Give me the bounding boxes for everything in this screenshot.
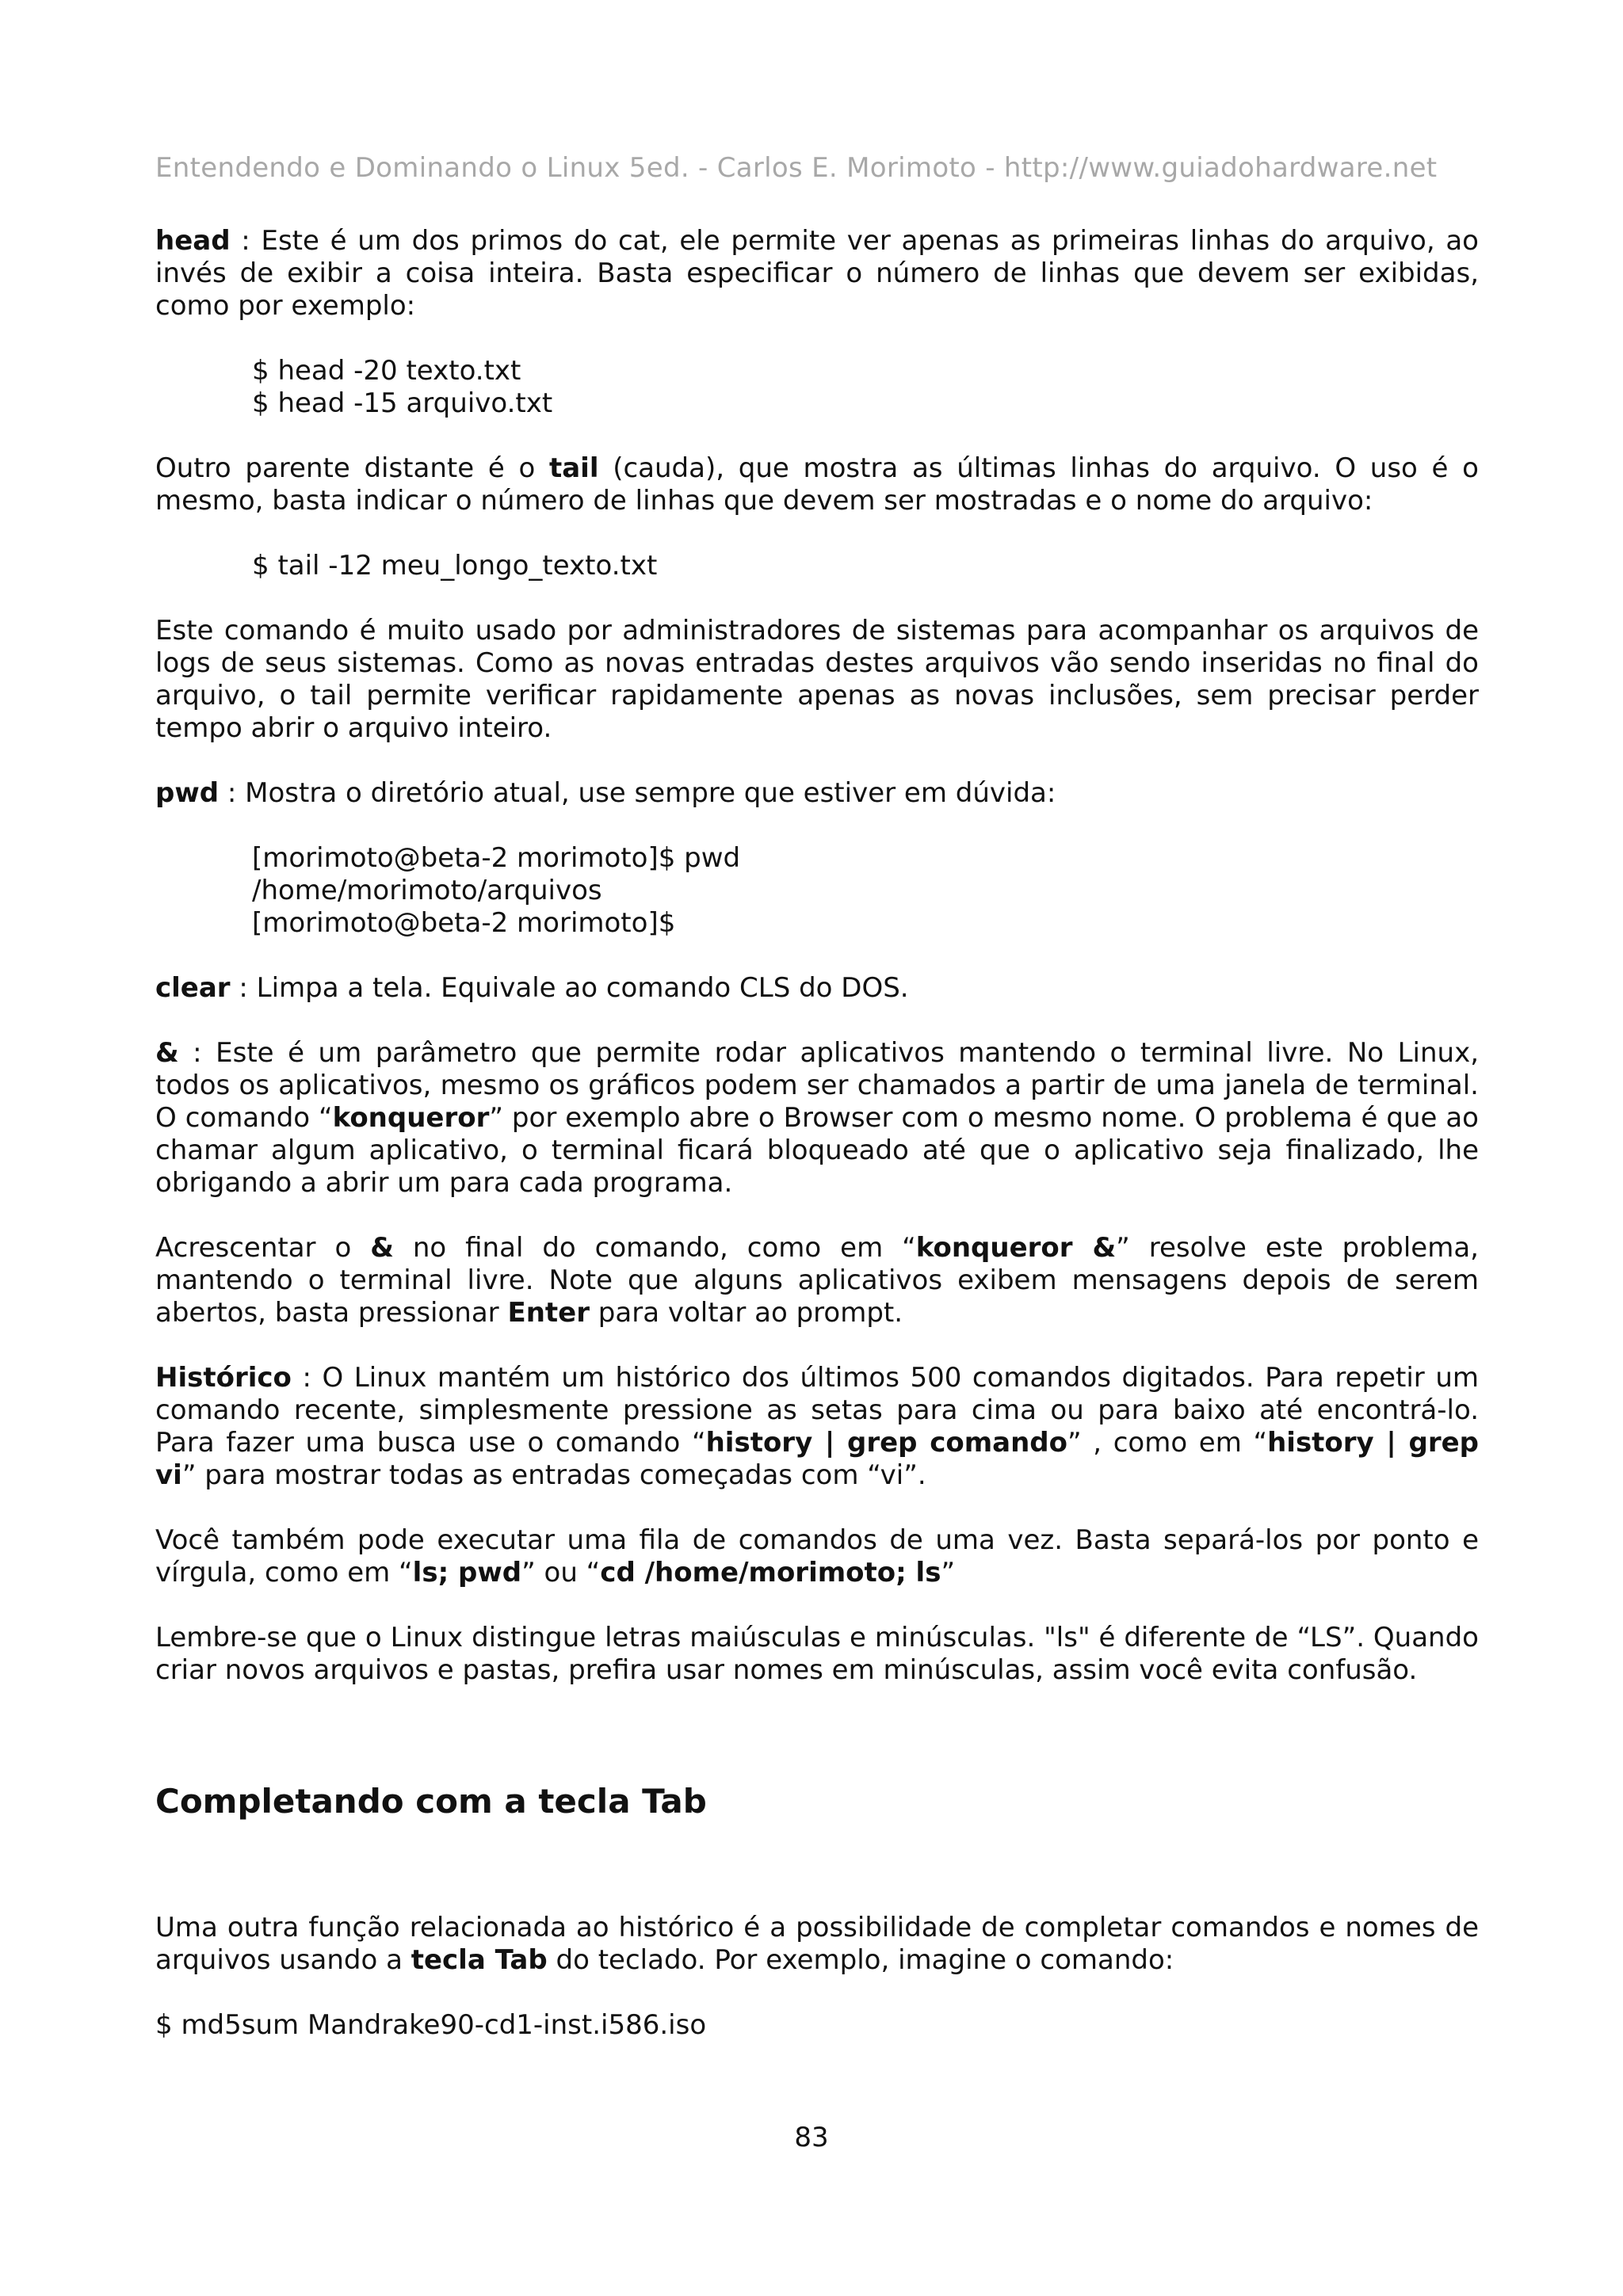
paragraph-head: head : Este é um dos primos do cat, ele permite ver apenas as primeiras linhas do arquivo, ao invés de exibir a coisa inteira. Basta especificar o número de linhas que devem ser exibidas, como por exemplo: bbox=[155, 225, 1479, 322]
paragraph-tail: Outro parente distante é o tail (cauda), que mostra as últimas linhas do arquivo. O uso é o mesmo, basta indicar o número de linhas que devem ser mostradas e o nome do arquivo: bbox=[155, 452, 1479, 517]
running-header: Entendendo e Dominando o Linux 5ed. - Carlos E. Morimoto - http://www.guiadohardware.net bbox=[155, 152, 1438, 184]
code-line: /home/morimoto/arquivos bbox=[252, 875, 602, 906]
term-head: head bbox=[155, 225, 231, 257]
code-line-md5sum: $ md5sum Mandrake90-cd1-inst.i586.iso bbox=[155, 2009, 707, 2041]
code-line: $ tail -12 meu_longo_texto.txt bbox=[252, 550, 658, 582]
code-line: $ head -15 arquivo.txt bbox=[252, 387, 553, 419]
paragraph-tail-usage: Este comando é muito usado por administradores de sistemas para acompanhar os arquivos de logs de seus sistemas. Como as novas entradas destes arquivos vão sendo inseridas no final do arquivo, o tail permite verificar rapidamente apenas as novas inclusões, sem precisar perder tempo abrir o arquivo inteiro. bbox=[155, 615, 1479, 744]
paragraph-tab-completion: Uma outra função relacionada ao histórico é a possibilidade de completar comandos e nomes de arquivos usando a tecla Tab do teclado. Por exemplo, imagine o comando: bbox=[155, 1912, 1479, 1976]
code-block-tail bbox=[155, 550, 1479, 582]
paragraph-clear: clear : Limpa a tela. Equivale ao comando CLS do DOS. bbox=[155, 972, 909, 1004]
code-line: $ head -20 texto.txt bbox=[252, 355, 521, 387]
term-tail: tail bbox=[548, 452, 599, 484]
paragraph-ampersand: & : Este é um parâmetro que permite rodar aplicativos mantendo o terminal livre. No Linux, todos os aplicativos, mesmo os gráficos podem ser chamados a partir de uma janela de terminal. O comando “konqueror” por exemplo abre o Browser com o mesmo nome. O problema é que ao chamar algum aplicativo, o terminal ficará bloqueado até que o aplicativo seja finalizado, lhe obrigando a abrir um para cada programa. bbox=[155, 1037, 1479, 1199]
section-title: Completando com a tecla Tab bbox=[155, 1782, 707, 1821]
page-content bbox=[155, 225, 1479, 2042]
term-ampersand: & bbox=[155, 1037, 179, 1069]
paragraph-multiple-commands: Você também pode executar uma fila de comandos de uma vez. Basta separá-los por ponto e vírgula, como em “ls; pwd” ou “cd /home/morimoto; ls” bbox=[155, 1524, 1479, 1589]
paragraph-historico: Histórico : O Linux mantém um histórico dos últimos 500 comandos digitados. Para repetir um comando recente, simplesmente pressione as setas para cima ou para baixo até encontrá-lo. Para fazer uma busca use o comando “history | grep comando” , como em “history | grep vi” para mostrar todas as entradas começadas com “vi”. bbox=[155, 1362, 1479, 1491]
code-line: [morimoto@beta-2 morimoto]$ pwd bbox=[252, 842, 741, 874]
paragraph-pwd: pwd : Mostra o diretório atual, use sempre que estiver em dúvida: bbox=[155, 777, 1056, 809]
code-block-pwd bbox=[155, 842, 1479, 940]
term-clear: clear bbox=[155, 972, 231, 1004]
code-block-head bbox=[155, 355, 1479, 420]
term-historico: Histórico bbox=[155, 1362, 292, 1394]
term-pwd: pwd bbox=[155, 777, 220, 809]
code-line: [morimoto@beta-2 morimoto]$ bbox=[252, 907, 676, 939]
page-number: 83 bbox=[794, 2122, 829, 2153]
paragraph-case-sensitivity: Lembre-se que o Linux distingue letras maiúsculas e minúsculas. "ls" é diferente de “LS”. Quando criar novos arquivos e pastas, prefira usar nomes em minúsculas, assim você evita confusão. bbox=[155, 1622, 1479, 1686]
paragraph-acrescentar: Acrescentar o & no final do comando, como em “konqueror &” resolve este problema, mantendo o terminal livre. Note que alguns aplicativos exibem mensagens depois de serem abertos, basta pressionar Enter para voltar ao prompt. bbox=[155, 1232, 1479, 1329]
